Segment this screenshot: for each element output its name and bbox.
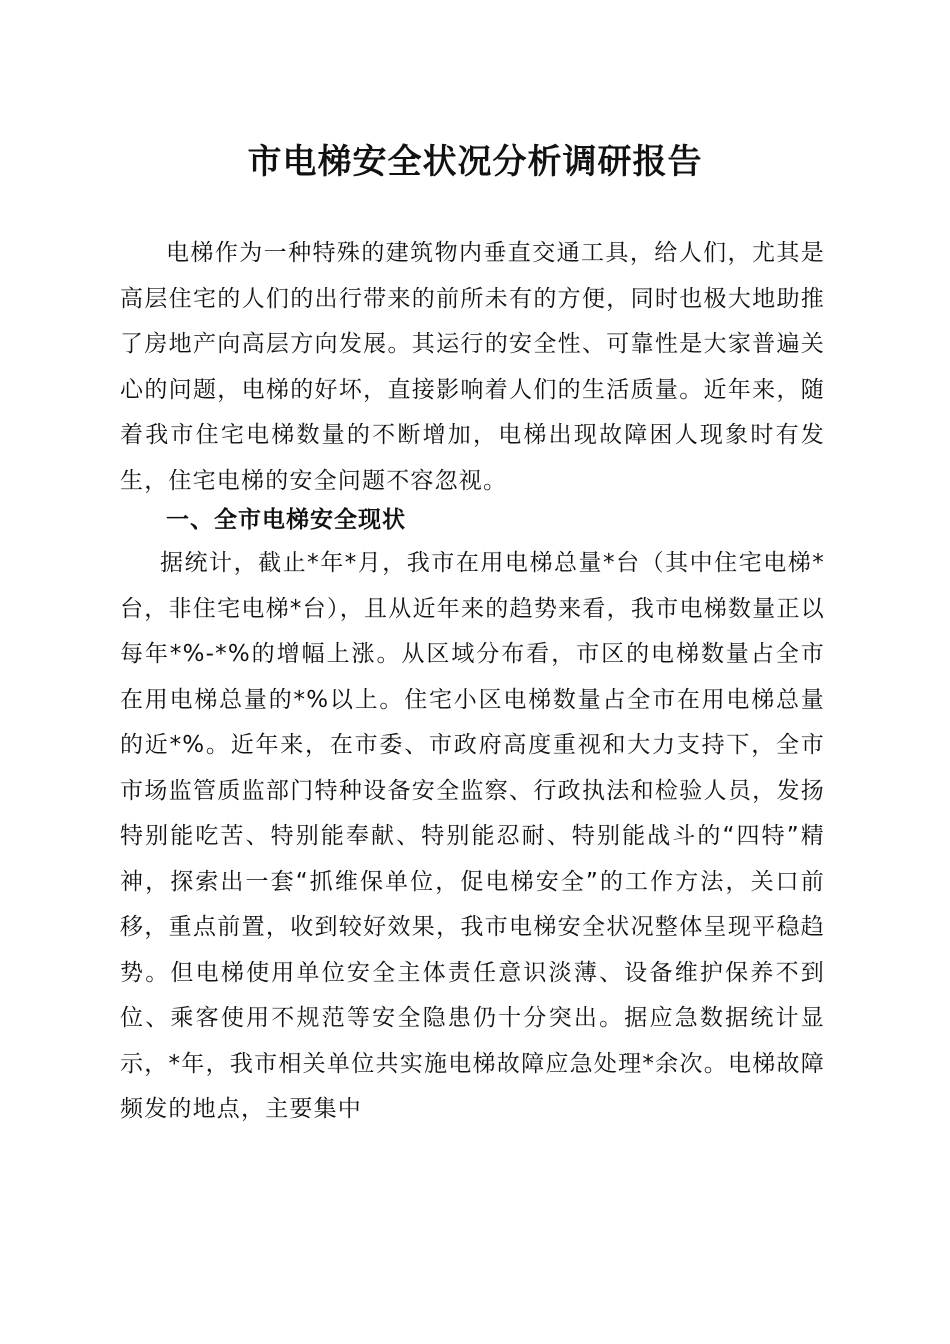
section-heading: 一、全市电梯安全现状 [166, 507, 406, 533]
section-paragraph: 据统计，截止*年*月，我市在用电梯总量*台（其中住宅电梯*台，非住宅电梯*台），且从近年来的趋势来看，我市电梯数量正以每年*%-*%的增幅上涨。从区域分布看，市区的电梯数量占全市在用电梯总量的*%以上。住宅小区电梯数量占全市在用电梯总量的近*%。近年来，在市委、市政府高度重视和大力支持下，全市市场监管质监部门特种设备安全监察、行政执法和检验人员，发扬特别能吃苦、特别能奉献、特别能忍耐、特别能战斗的“四特”精神，探索出一套“抓维保单位，促电梯安全”的工作方法，关口前移，重点前置，收到较好效果，我市电梯安全状况整体呈现平稳趋势。但电梯使用单位安全主体责任意识淡薄、设备维护保养不到位、乘客使用不规范等安全隐患仍十分突出。据应急数据统计显示，*年，我市相关单位共实施电梯故障应急处理*余次。电梯故障频发的地点，主要集中 [120, 550, 825, 1122]
document-title: 市电梯安全状况分析调研报告 [247, 142, 703, 182]
intro-paragraph: 电梯作为一种特殊的建筑物内垂直交通工具，给人们，尤其是高层住宅的人们的出行带来的前所未有的方便，同时也极大地助推了房地产向高层方向发展。其运行的安全性、可靠性是大家普遍关心的问题，电梯的好坏，直接影响着人们的生活质量。近年来，随着我市住宅电梯数量的不断增加，电梯出现故障困人现象时有发生，住宅电梯的安全问题不容忽视。 [120, 240, 825, 494]
